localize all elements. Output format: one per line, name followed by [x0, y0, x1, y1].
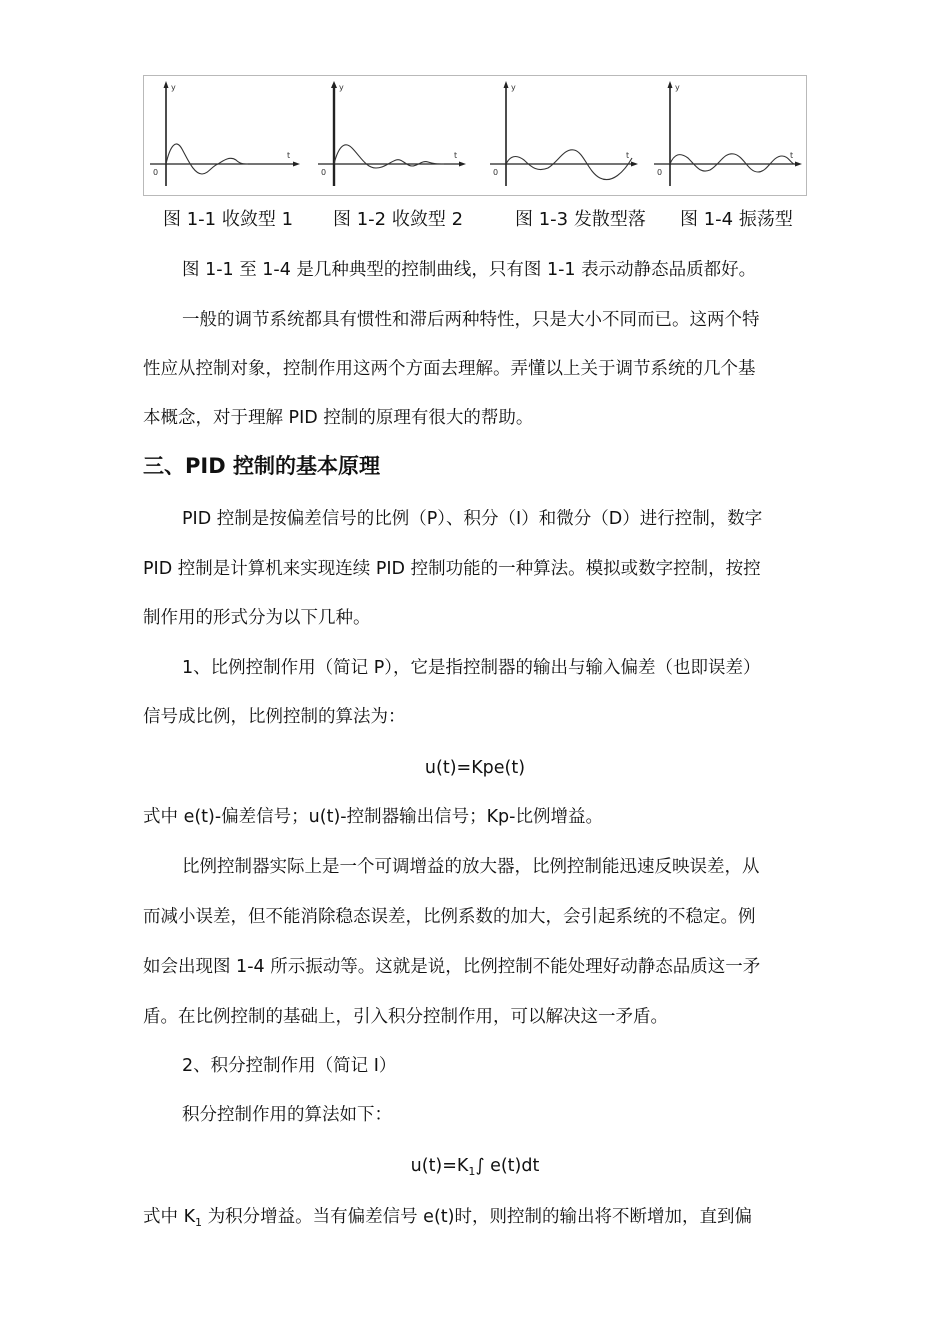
section-heading: 三、PID 控制的基本原理 — [143, 454, 380, 478]
paragraph-proportional-line-2: 信号成比例，比例控制的算法为： — [143, 707, 406, 727]
t-axis-arrow-icon — [631, 162, 638, 167]
y-axis-arrow-icon — [164, 81, 169, 88]
origin-label: 0 — [657, 168, 663, 177]
paragraph-proportional-line-1: 1、比例控制作用（简记 P），它是指控制器的输出与输入偏差（也即误差） — [182, 658, 761, 678]
paragraph-inertia-line-3: 本概念，对于理解 PID 控制的原理有很大的帮助。 — [143, 408, 534, 428]
figure-1-1-graph — [150, 81, 300, 186]
formula-integral-subscript: 1 — [468, 1165, 476, 1178]
t-axis-arrow-icon — [459, 162, 466, 167]
paragraph-proportional-detail-line-4: 盾。在比例控制的基础上，引入积分控制作用，可以解决这一矛盾。 — [143, 1007, 668, 1027]
y-axis-label: y — [171, 83, 176, 92]
y-axis-arrow-icon — [504, 81, 509, 88]
figure-1-3-graph — [490, 81, 638, 186]
y-axis-arrow-icon — [331, 81, 337, 88]
figure-caption-1-2: 图 1-2 收敛型 2 — [333, 209, 464, 230]
figure-captions — [0, 207, 950, 233]
paragraph-pid-intro-line-1: PID 控制是按偏差信号的比例（P）、积分（I）和微分（D）进行控制，数字 — [182, 509, 763, 529]
figure-caption-1-1: 图 1-1 收敛型 1 — [163, 209, 294, 230]
paragraph-proportional-detail-line-1: 比例控制器实际上是一个可调增益的放大器，比例控制能迅速反映误差，从 — [182, 857, 760, 877]
paragraph-inertia-line-2: 性应从控制对象，控制作用这两个方面去理解。弄懂以上关于调节系统的几个基 — [143, 359, 756, 379]
t-axis-arrow-icon — [795, 162, 802, 167]
paragraph-integral-gain — [143, 1204, 813, 1230]
response-curve — [670, 154, 794, 172]
y-axis-label: y — [675, 83, 680, 92]
origin-label: 0 — [321, 168, 327, 177]
figure-strip — [143, 75, 807, 196]
t-axis-label: t — [287, 151, 291, 160]
t-axis-label: t — [790, 151, 794, 160]
response-curve — [166, 144, 248, 174]
t-axis-arrow-icon — [293, 162, 300, 167]
paragraph-proportional-detail-line-2: 而减小误差，但不能消除稳态误差，比例系数的加大，会引起系统的不稳定。例 — [143, 907, 756, 927]
paragraph-pid-intro-line-2: PID 控制是计算机来实现连续 PID 控制功能的一种算法。模拟或数字控制，按控 — [143, 559, 761, 579]
response-curve — [506, 150, 632, 180]
y-axis-label: y — [339, 83, 344, 92]
figure-caption-1-4: 图 1-4 振荡型 — [680, 209, 793, 230]
figure-1-2-graph — [318, 81, 466, 186]
t-axis-label: t — [626, 151, 630, 160]
integral-gain-suffix: 为积分增益。当有偏差信号 e(t)时，则控制的输出将不断增加，直到偏 — [202, 1207, 752, 1227]
formula-proportional: u(t)=Kpe(t) — [424, 758, 526, 778]
paragraph-formula-legend: 式中 e(t)-偏差信号；u(t)-控制器输出信号；Kp-比例增益。 — [143, 807, 603, 827]
paragraph-curves-summary: 图 1-1 至 1-4 是几种典型的控制曲线，只有图 1-1 表示动静态品质都好。 — [182, 260, 757, 280]
paragraph-proportional-detail-line-3: 如会出现图 1-4 所示振动等。这就是说，比例控制不能处理好动静态品质这一矛 — [143, 957, 761, 977]
paragraph-integral-title: 2、积分控制作用（简记 I） — [182, 1056, 397, 1076]
integral-gain-prefix: 式中 K — [143, 1207, 196, 1227]
formula-integral — [0, 1153, 950, 1179]
t-axis-label: t — [454, 151, 458, 160]
figure-1-4-graph — [654, 81, 802, 186]
figure-caption-1-3: 图 1-3 发散型落 — [515, 209, 646, 230]
response-curves-figure — [144, 76, 808, 197]
y-axis-arrow-icon — [668, 81, 673, 88]
paragraph-inertia-line-1: 一般的调节系统都具有惯性和滞后两种特性，只是大小不同而已。这两个特 — [182, 310, 760, 330]
origin-label: 0 — [493, 168, 499, 177]
y-axis-label: y — [511, 83, 516, 92]
paragraph-pid-intro-line-3: 制作用的形式分为以下几种。 — [143, 608, 371, 628]
formula-integral-suffix: ∫ e(t)dt — [475, 1156, 540, 1176]
integral-gain-subscript: 1 — [195, 1216, 203, 1229]
paragraph-integral-intro: 积分控制作用的算法如下： — [182, 1105, 392, 1125]
formula-integral-prefix: u(t)=K — [410, 1156, 469, 1176]
origin-label: 0 — [153, 168, 159, 177]
